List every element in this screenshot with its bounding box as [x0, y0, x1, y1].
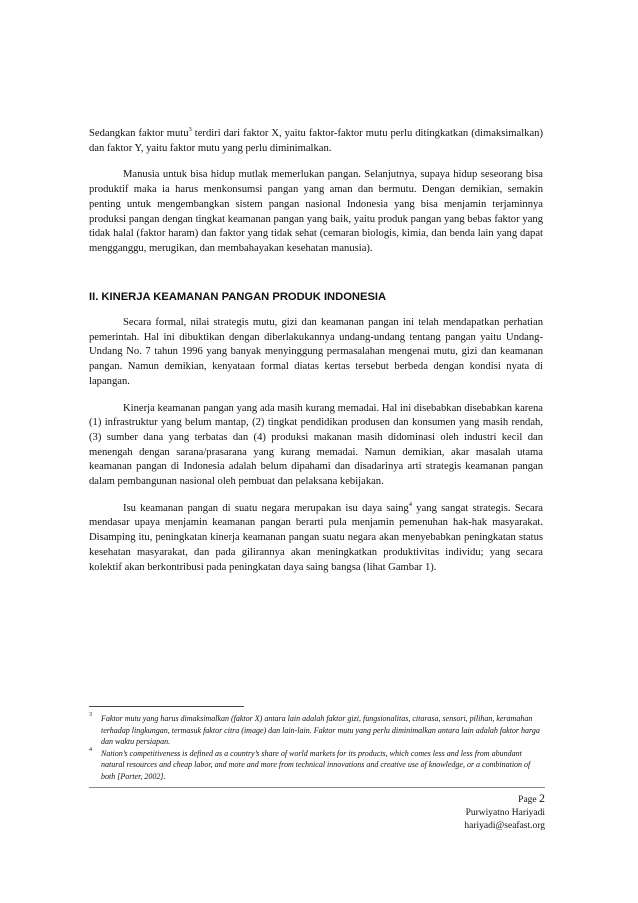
author-name: Purwiyatno Hariyadi — [465, 808, 545, 818]
footnote-divider — [89, 706, 244, 707]
paragraph-text: yang sangat strategis. Secara mendasar upaya menjamin keamanan pangan berarti pula menjamin pemenuhan hak-hak masyarakat. Disamping itu, peningkatan kinerja keamanan pangan suatu negara akan menyebabkan peningkatan status kesehatan masyarakat, dan pada gilirannya akan meningkatkan produktivitas individu; yang secara kolektif akan berkontribusi pada peningkatan daya saing bangsa (lihat Gambar 1). — [89, 502, 543, 573]
section-heading: II. KINERJA KEAMANAN PANGAN PRODUK INDONESIA — [89, 291, 387, 303]
intro-section — [89, 127, 543, 257]
intro-paragraph-2: Manusia untuk bisa hidup mutlak memerlukan pangan. Selanjutnya, supaya hidup seseorang bisa produktif maka ia harus menkonsumsi pangan yang aman dan bermutu. Dengan demikian, semakin penting untuk mengembangkan sistem pangan nasional Indonesia yang bisa menjamin terjaminnya produksi pangan dengan tingkat keamanan pangan yang baik, yaitu produk pangan yang bebas faktor yang tidak halal (faktor haram) dan faktor yang tidak sehat (cemaran biologis, kimia, dan benda lain yang dapat mengganggu, merugikan, dan membahayakan kesehatan manusia). — [89, 169, 543, 254]
footnotes — [89, 713, 545, 783]
page-footer — [464, 792, 545, 833]
paragraph-text: terdiri dari faktor X, yaitu faktor-faktor mutu perlu ditingkatkan (dimaksimalkan) dan faktor Y, yaitu faktor mutu yang perlu diminimalkan. — [89, 128, 543, 154]
section-paragraph-1: Secara formal, nilai strategis mutu, gizi dan keamanan pangan ini telah mendapatkan perhatian pemerintah. Hal ini dibuktikan dengan diberlakukannya undang-undang tentang pangan yaitu Undang-Undang No. 7 tahun 1996 yang banyak menyinggung permasalahan mengenai mutu, gizi dan keamanan pangan. Namun demikian, kenyataan formal diatas kertas tersebut berbeda dengan kondisi nyata di lapangan. — [89, 317, 543, 387]
footnote-4 — [89, 748, 545, 783]
footnote-mark: 3 — [89, 712, 92, 718]
section-paragraph-3 — [89, 502, 543, 576]
footer-divider — [89, 787, 545, 788]
paragraph-text: Sedangkan faktor mutu — [89, 128, 189, 139]
page-number: 2 — [539, 791, 545, 805]
page-label: Page — [518, 795, 537, 805]
footnote-mark: 4 — [89, 746, 92, 753]
section-body — [89, 316, 543, 575]
paragraph-text: Isu keamanan pangan di suatu negara merupakan isu daya saing — [123, 502, 409, 514]
footnote-text: Faktor mutu yang harus dimaksimalkan (faktor X) antara lain adalah faktor gizi, fungsionalitas, citarasa, sensori, pilihan, keramahan terhadap lingkungan, termasuk faktor citra (image) dan lain-lain. Faktor mutu yang perlu diminimalkan antara lain adalah faktor harga dan waktu persiapan. — [101, 714, 540, 747]
footnote-ref-3[interactable]: 3 — [188, 126, 192, 133]
author-email[interactable]: hariyadi@seafast.org — [464, 821, 545, 831]
footnote-3 — [89, 713, 545, 748]
intro-paragraph-1 — [89, 127, 543, 156]
footnote-ref-4[interactable]: 4 — [408, 500, 412, 508]
page-indicator — [464, 792, 545, 807]
footnote-text: Nation’s competitiveness is defined as a country’s share of world markets for its products, which comes less and less from abundant natural resources and cheap labor, and more and more from technical innovations and creative use of knowledge, or a combination of both [Porter, 2002]. — [101, 748, 531, 781]
section-paragraph-2: Kinerja keamanan pangan yang ada masih kurang memadai. Hal ini disebabkan disebabkan karena (1) infrastruktur yang belum mantap, (2) tingkat pendidikan produsen dan konsumen yang masih rendah, (3) sumber dana yang terbatas dan (4) produksi makanan masih didominasi oleh industri kecil dan menengah dengan sarana/prasarana yang kurang memadai. Namun demikian, akar masalah utama keamanan pangan di Indonesia adalah belum dipahami dan disadarinya arti strategis keamanan pangan dalam pembangunan nasional oleh pembuat dan pelaksana kebijakan. — [89, 402, 543, 488]
